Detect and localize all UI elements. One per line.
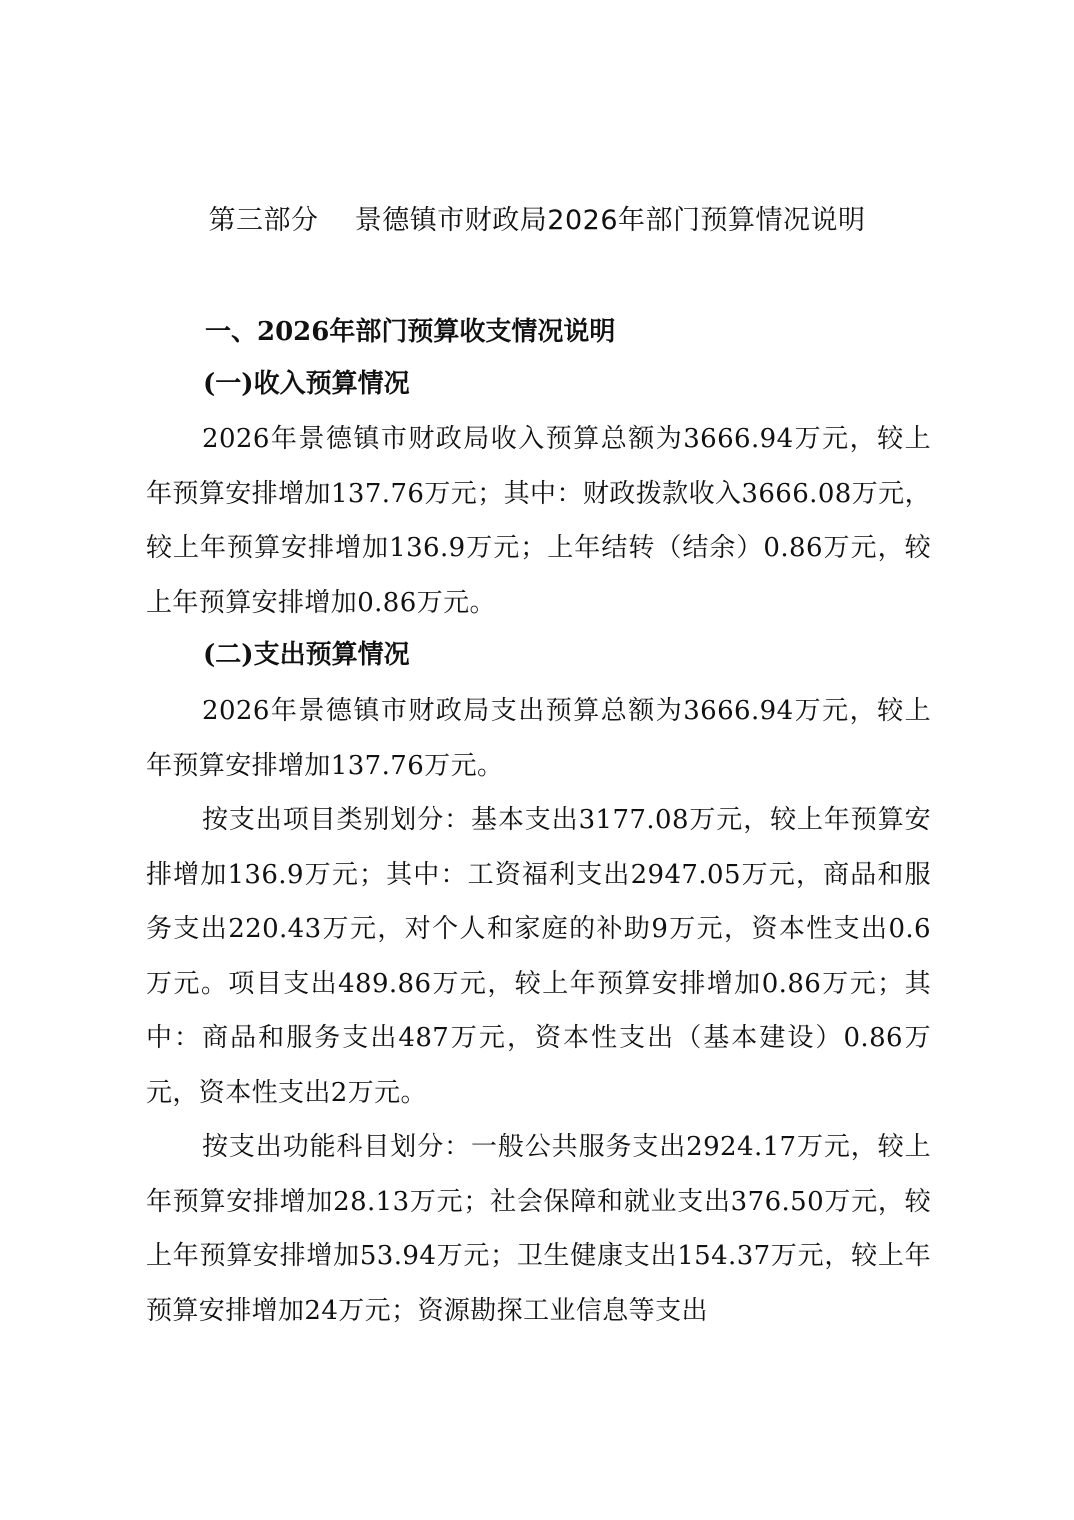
expenditure-by-function-paragraph: 按支出功能科目划分：一般公共服务支出2924.17万元，较上年预算安排增加28.13万元；社会保障和就业支出376.50万元，较上年预算安排增加53.94万元；卫生健康支出154.37万元，较上年预算安排增加24万元；资源勘探工业信息等支出 bbox=[146, 1132, 931, 1326]
expenditure-by-project-paragraph: 按支出项目类别划分：基本支出3177.08万元，较上年预算安排增加136.9万元；其中：工资福利支出2947.05万元，商品和服务支出220.43万元，对个人和家庭的补助9万元，资本性支出0.6万元。项目支出489.86万元，较上年预算安排增加0.86万元；其中：商品和服务支出487万元，资本性支出（基本建设）0.86万元，资本性支出2万元。 bbox=[146, 805, 931, 1108]
expenditure-total-paragraph: 2026年景德镇市财政局支出预算总额为3666.94万元，较上年预算安排增加137.76万元。 bbox=[146, 696, 931, 781]
subheading-expenditure-budget: (二)支出预算情况 bbox=[203, 640, 410, 670]
section-heading-budget-overview: 一、2026年部门预算收支情况说明 bbox=[205, 317, 616, 347]
income-budget-paragraph: 2026年景德镇市财政局收入预算总额为3666.94万元，较上年预算安排增加137.76万元；其中：财政拨款收入3666.08万元，较上年预算安排增加136.9万元；上年结转（结余）0.86万元，较上年预算安排增加0.86万元。 bbox=[146, 424, 931, 618]
subheading-income-budget: (一)收入预算情况 bbox=[203, 369, 410, 399]
document-title: 第三部分 景德镇市财政局2026年部门预算情况说明 bbox=[208, 205, 866, 236]
